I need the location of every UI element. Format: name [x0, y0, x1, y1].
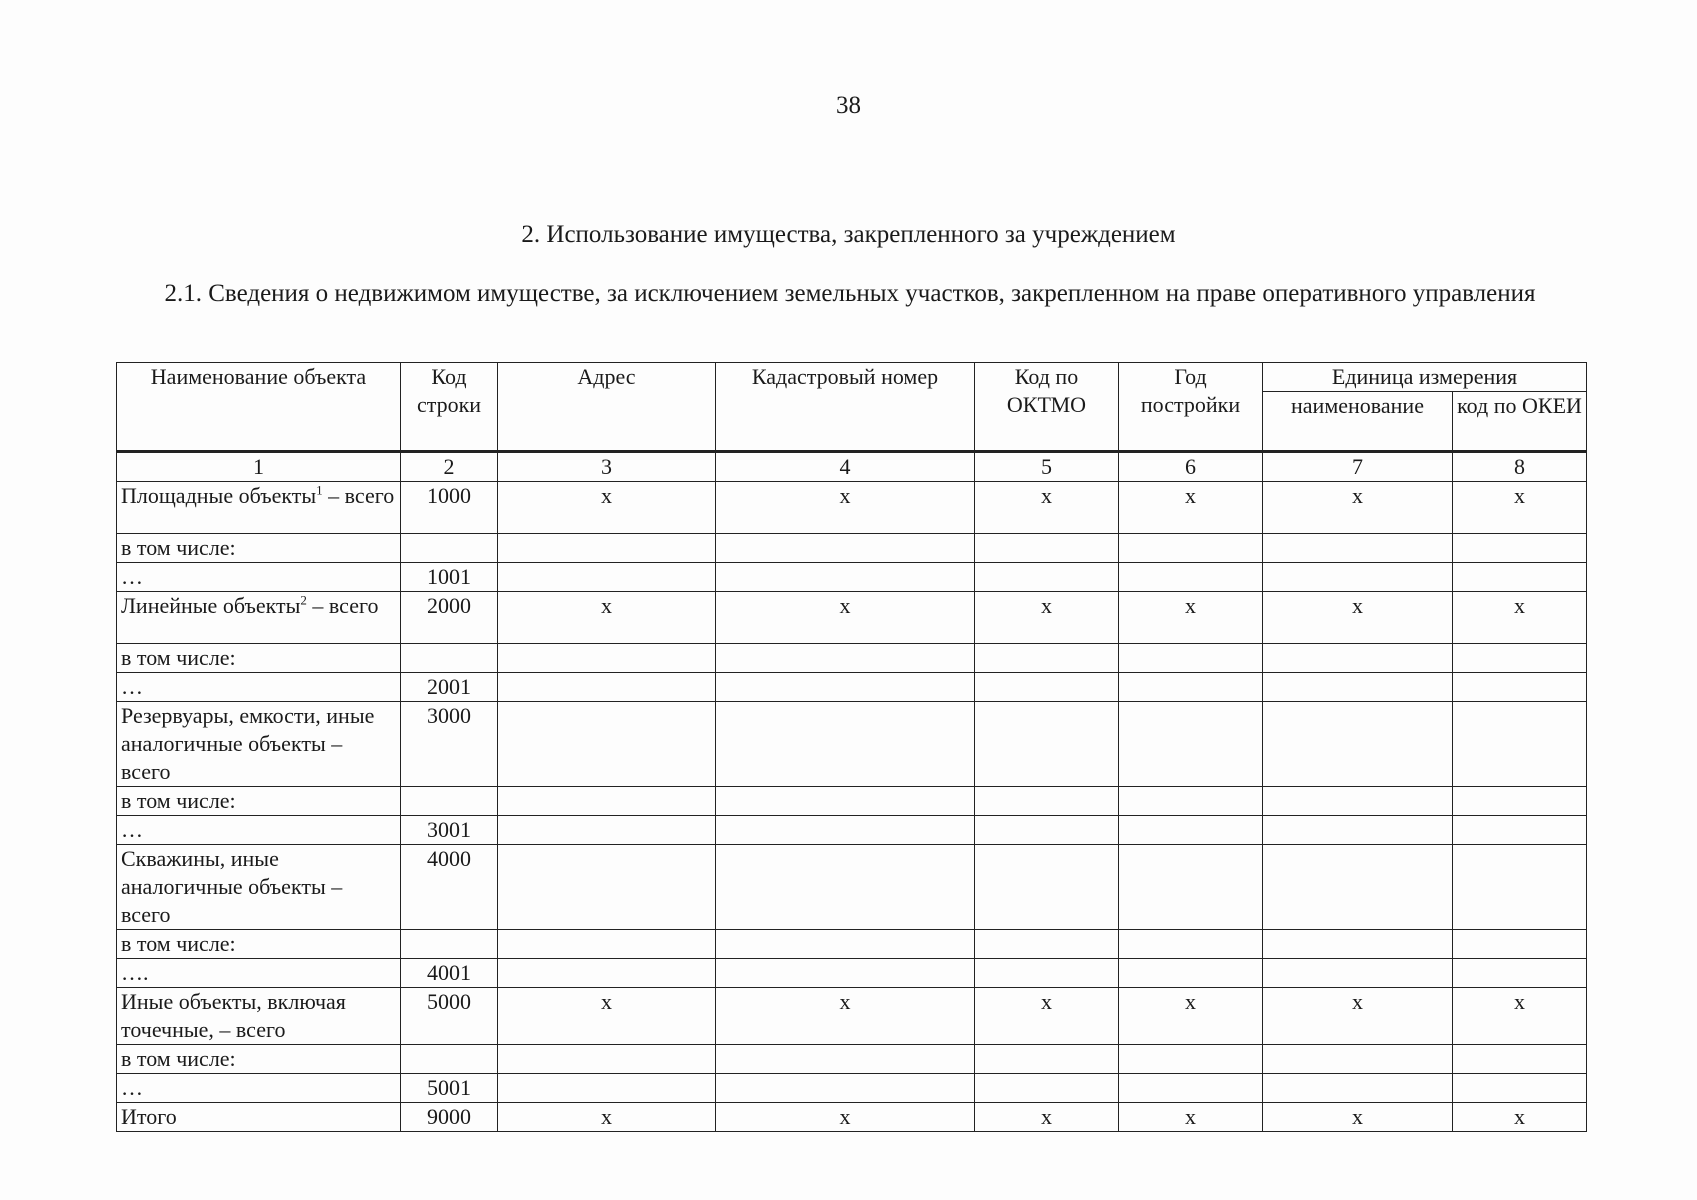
column-number: 5: [975, 452, 1119, 482]
table-cell: [716, 1074, 975, 1103]
table-cell: [1263, 959, 1453, 988]
table-row: [117, 673, 1587, 702]
row-name: [117, 482, 401, 534]
table-cell: [1119, 845, 1263, 930]
table-row: [117, 787, 1587, 816]
table-cell: [498, 702, 716, 787]
row-name: [117, 959, 401, 988]
table-cell: [975, 845, 1119, 930]
header-code: Код строки: [401, 363, 498, 452]
table-cell: [498, 563, 716, 592]
column-number: 3: [498, 452, 716, 482]
table-cell: [1119, 1045, 1263, 1074]
table-cell: [1263, 534, 1453, 563]
table-cell: x: [1119, 988, 1263, 1045]
column-number: 4: [716, 452, 975, 482]
row-name: [117, 1045, 401, 1074]
subsection-title: 2.1. Сведения о недвижимом имуществе, за исключением земельных участков, закрепленном на праве оперативного управления: [164, 280, 1536, 307]
table-cell: [498, 845, 716, 930]
table-cell: [1263, 1074, 1453, 1103]
table-cell: [975, 644, 1119, 673]
table-cell: x: [498, 592, 716, 644]
table-cell: x: [1263, 482, 1453, 534]
table-cell: [716, 534, 975, 563]
table-row: [117, 1074, 1587, 1103]
table-row: [117, 702, 1587, 787]
row-name-text: в том числе:: [121, 931, 236, 956]
table-cell: [1263, 644, 1453, 673]
table-cell: x: [1453, 592, 1587, 644]
row-name-text: в том числе:: [121, 645, 236, 670]
table-cell: [1453, 787, 1587, 816]
table-cell: [975, 816, 1119, 845]
table-row: [117, 1103, 1587, 1132]
table-cell: [498, 930, 716, 959]
row-name: [117, 702, 401, 787]
row-name: [117, 930, 401, 959]
footnote-mark: 2: [300, 592, 307, 608]
real-estate-table: [116, 362, 1587, 1132]
row-code: 9000: [401, 1103, 498, 1132]
table-cell: [498, 644, 716, 673]
row-name: [117, 787, 401, 816]
table-cell: x: [498, 482, 716, 534]
row-code: 2000: [401, 592, 498, 644]
table-cell: [1453, 563, 1587, 592]
row-name-text: …: [121, 1075, 143, 1100]
row-code: [401, 534, 498, 563]
row-name: [117, 563, 401, 592]
page-number: 38: [836, 92, 861, 119]
row-name: [117, 1074, 401, 1103]
table-cell: [975, 787, 1119, 816]
row-name-text: …: [121, 564, 143, 589]
row-name-text: Иные объекты, включая точечные, – всего: [121, 989, 346, 1042]
table-row: [117, 1045, 1587, 1074]
row-code: 1001: [401, 563, 498, 592]
row-name: [117, 592, 401, 644]
header-unit: Единица измерения: [1263, 363, 1587, 392]
row-code: 3000: [401, 702, 498, 787]
header-cadastral: Кадастровый номер: [716, 363, 975, 452]
row-name-text: Итого: [121, 1104, 177, 1129]
column-number: 1: [117, 452, 401, 482]
table-cell: [498, 534, 716, 563]
row-code: 3001: [401, 816, 498, 845]
table-cell: [1263, 845, 1453, 930]
row-name-text: …: [121, 674, 143, 699]
table-cell: [1263, 563, 1453, 592]
table-cell: [1119, 702, 1263, 787]
row-name-text: Резервуары, емкости, иные аналогичные объекты – всего: [121, 703, 375, 784]
row-code: 4001: [401, 959, 498, 988]
row-code: [401, 787, 498, 816]
row-name-text: ….: [121, 960, 149, 985]
header-address: Адрес: [498, 363, 716, 452]
table-cell: [716, 930, 975, 959]
table-cell: [498, 673, 716, 702]
table-cell: x: [975, 482, 1119, 534]
table-row: [117, 959, 1587, 988]
table-cell: [975, 930, 1119, 959]
table-cell: [716, 787, 975, 816]
table-cell: [1453, 816, 1587, 845]
section-title: 2. Использование имущества, закрепленного за учреждением: [521, 221, 1176, 248]
header-year: Год постройки: [1119, 363, 1263, 452]
table-cell: x: [1453, 1103, 1587, 1132]
table-cell: [1263, 930, 1453, 959]
table-cell: x: [975, 1103, 1119, 1132]
table-cell: x: [498, 988, 716, 1045]
row-name: [117, 845, 401, 930]
column-numbers-row: [117, 452, 1587, 482]
table-cell: [1119, 673, 1263, 702]
table-cell: [1119, 959, 1263, 988]
table-cell: x: [1263, 1103, 1453, 1132]
table-cell: x: [1453, 988, 1587, 1045]
table-cell: [1263, 787, 1453, 816]
row-code: [401, 1045, 498, 1074]
table-cell: [1453, 644, 1587, 673]
table-cell: [716, 563, 975, 592]
table-cell: [1453, 1074, 1587, 1103]
table-cell: [1119, 534, 1263, 563]
table-cell: [1453, 959, 1587, 988]
column-number: 8: [1453, 452, 1587, 482]
row-code: [401, 930, 498, 959]
table-row: [117, 534, 1587, 563]
table-cell: x: [716, 592, 975, 644]
table-cell: [1453, 1045, 1587, 1074]
table-cell: [498, 1045, 716, 1074]
table-cell: [975, 959, 1119, 988]
row-name-text: в том числе:: [121, 788, 236, 813]
table-row: [117, 930, 1587, 959]
table-cell: [1119, 644, 1263, 673]
table-row: [117, 988, 1587, 1045]
table-cell: x: [1263, 988, 1453, 1045]
column-number: 2: [401, 452, 498, 482]
table-cell: x: [975, 592, 1119, 644]
table-cell: [1263, 673, 1453, 702]
table-cell: [1119, 563, 1263, 592]
table-cell: x: [1453, 482, 1587, 534]
table-cell: [1453, 845, 1587, 930]
table-cell: [1453, 534, 1587, 563]
row-name-suffix: – всего: [306, 593, 379, 618]
table-cell: [1453, 673, 1587, 702]
table-body: [117, 482, 1587, 1132]
footnote-mark: 1: [316, 482, 323, 498]
table-row: [117, 845, 1587, 930]
table-cell: [1453, 930, 1587, 959]
row-name: [117, 534, 401, 563]
table-cell: [716, 959, 975, 988]
table-cell: x: [716, 1103, 975, 1132]
row-code: 5001: [401, 1074, 498, 1103]
table-cell: [1263, 816, 1453, 845]
table-cell: [716, 702, 975, 787]
row-name-text: в том числе:: [121, 535, 236, 560]
table-row: [117, 816, 1587, 845]
row-code: 5000: [401, 988, 498, 1045]
table-cell: x: [1119, 1103, 1263, 1132]
table-cell: x: [1119, 592, 1263, 644]
table-cell: [498, 787, 716, 816]
column-number: 7: [1263, 452, 1453, 482]
table-row: [117, 563, 1587, 592]
table-cell: [975, 563, 1119, 592]
row-name-text: Скважины, иные аналогичные объекты – всего: [121, 846, 343, 927]
header-name: Наименование объекта: [117, 363, 401, 452]
table-cell: x: [716, 988, 975, 1045]
table-cell: [1119, 1074, 1263, 1103]
table-cell: [1119, 816, 1263, 845]
row-code: [401, 644, 498, 673]
row-code: 2001: [401, 673, 498, 702]
row-code: 4000: [401, 845, 498, 930]
row-name-suffix: – всего: [322, 483, 395, 508]
table-cell: [975, 702, 1119, 787]
row-name-text: Площадные объекты: [121, 483, 317, 508]
header-oktmo: Код по ОКТМО: [975, 363, 1119, 452]
table-cell: [498, 959, 716, 988]
table-cell: [1453, 702, 1587, 787]
table-cell: x: [498, 1103, 716, 1132]
table-cell: x: [1119, 482, 1263, 534]
table-cell: [975, 1074, 1119, 1103]
table-cell: [975, 1045, 1119, 1074]
row-name: [117, 673, 401, 702]
table-cell: [716, 644, 975, 673]
row-name-text: в том числе:: [121, 1046, 236, 1071]
table-cell: [975, 673, 1119, 702]
table-cell: x: [975, 988, 1119, 1045]
table-cell: [1119, 930, 1263, 959]
table-cell: [975, 534, 1119, 563]
row-name: [117, 1103, 401, 1132]
table-cell: [1263, 1045, 1453, 1074]
row-name-text: Линейные объекты: [121, 593, 301, 618]
table-cell: [716, 845, 975, 930]
row-name: [117, 644, 401, 673]
table-row: [117, 482, 1587, 534]
table-cell: [498, 816, 716, 845]
column-number: 6: [1119, 452, 1263, 482]
table-cell: [1263, 702, 1453, 787]
row-code: 1000: [401, 482, 498, 534]
header-unit-code: код по ОКЕИ: [1453, 392, 1587, 452]
table-cell: [1119, 787, 1263, 816]
row-name: [117, 816, 401, 845]
table-cell: [498, 1074, 716, 1103]
table-cell: x: [716, 482, 975, 534]
table-row: [117, 592, 1587, 644]
row-name: [117, 988, 401, 1045]
table-row: [117, 644, 1587, 673]
table-cell: [716, 816, 975, 845]
table-cell: [716, 673, 975, 702]
row-name-text: …: [121, 817, 143, 842]
table-cell: x: [1263, 592, 1453, 644]
header-unit-name: наименование: [1263, 392, 1453, 452]
table-cell: [716, 1045, 975, 1074]
